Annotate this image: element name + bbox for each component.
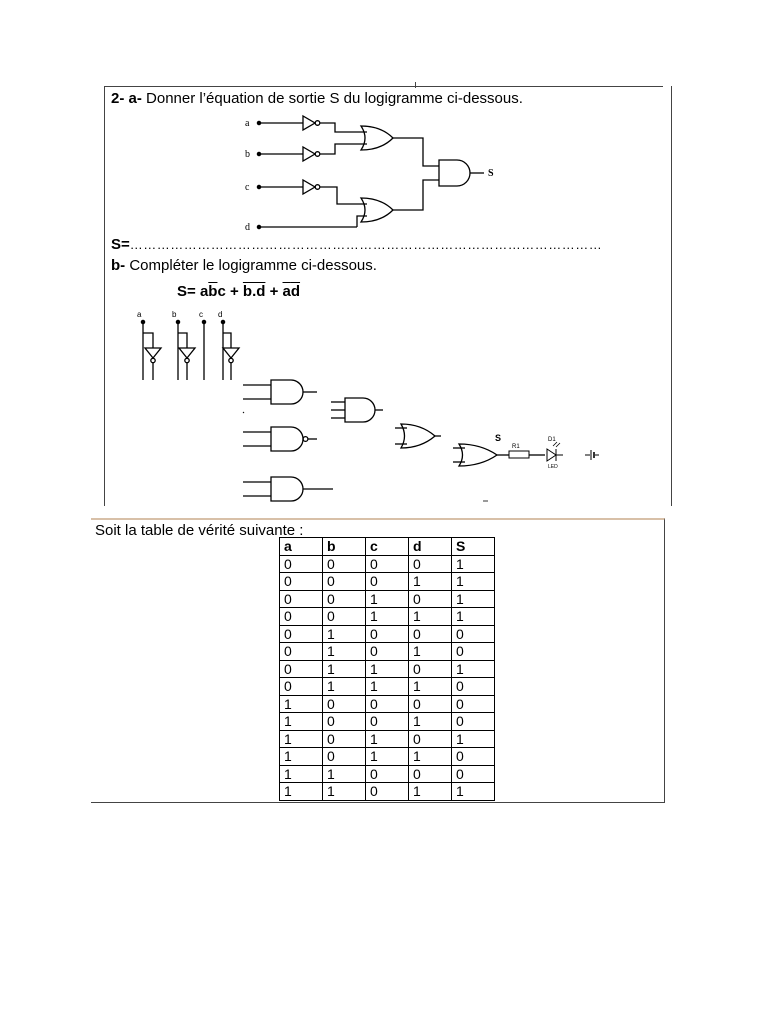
table-cell: 0 (452, 765, 495, 783)
table-cell: 1 (366, 730, 409, 748)
table-cell: 1 (366, 660, 409, 678)
table-cell: 1 (409, 608, 452, 626)
table-cell: 1 (452, 590, 495, 608)
table-cell: 0 (280, 660, 323, 678)
table-cell: 1 (452, 573, 495, 591)
table-cell: 1 (452, 783, 495, 801)
table-cell: 1 (366, 608, 409, 626)
eq-term2: b.d (242, 283, 266, 300)
and-gate-4 (271, 477, 303, 501)
table-cell: 1 (452, 608, 495, 626)
table-row (280, 695, 495, 713)
table-cell: 0 (366, 695, 409, 713)
table-cell: 1 (323, 678, 366, 696)
table-cell: 0 (323, 608, 366, 626)
output-label-s: S (488, 168, 494, 179)
table-cell: 0 (409, 590, 452, 608)
table-cell: 0 (452, 713, 495, 731)
eq-term3-a: $\overline{a}$ (282, 283, 291, 300)
or-gate-final (459, 444, 497, 466)
table-cell: 1 (280, 695, 323, 713)
resistor-symbol (509, 451, 529, 458)
table-cell: 0 (452, 695, 495, 713)
table-row (280, 555, 495, 573)
table-cell: 1 (409, 748, 452, 766)
table-cell: 1 (366, 678, 409, 696)
table-cell: 0 (323, 555, 366, 573)
table-cell: 1 (366, 590, 409, 608)
and-gate-3-input (345, 398, 375, 422)
diode-label: D1 (548, 437, 556, 443)
table-cell: 0 (409, 555, 452, 573)
table-cell: 0 (409, 695, 452, 713)
eq-term1-b: $\overline{b}$ (208, 283, 218, 300)
table-cell: 0 (323, 590, 366, 608)
not-gate-d-b (223, 348, 239, 358)
table-row (280, 625, 495, 643)
output-label-b-s: S (495, 433, 502, 443)
table-row (280, 783, 495, 801)
input-label-b-b: b (172, 310, 177, 319)
table-row (280, 643, 495, 661)
answer-dots: …………………………………………………………………………………………… (129, 237, 603, 252)
not-gate-a (303, 116, 315, 130)
input-label-b: b (245, 149, 250, 160)
table-cell: 1 (323, 783, 366, 801)
table-cell: 0 (366, 713, 409, 731)
table-cell: 0 (452, 678, 495, 696)
diode-sub-label: LED (548, 464, 558, 470)
input-label-b-c: c (199, 310, 203, 319)
table-cell: 0 (409, 765, 452, 783)
table-cell: 0 (452, 748, 495, 766)
table-cell: 1 (409, 713, 452, 731)
eq-term1-c: c (217, 283, 226, 300)
question-2a-number: 2- a- (111, 90, 142, 107)
or-gate-2 (361, 198, 393, 222)
truth-table (279, 537, 495, 801)
input-label-a: a (245, 118, 250, 129)
truth-table-header-row (280, 538, 495, 556)
not-gate-a-b (145, 348, 161, 358)
table-cell: 0 (366, 783, 409, 801)
and-gate-1 (271, 380, 303, 404)
table-row (280, 573, 495, 591)
table-cell: 0 (323, 695, 366, 713)
table-row (280, 765, 495, 783)
table-cell: 1 (323, 625, 366, 643)
equation (177, 283, 300, 300)
input-label-c: c (245, 182, 250, 193)
table-cell: 0 (323, 730, 366, 748)
and-gate-output (439, 160, 470, 186)
header-s: S (452, 538, 495, 556)
table-cell: 1 (323, 765, 366, 783)
table-cell: 0 (280, 678, 323, 696)
led-symbol (547, 449, 556, 461)
table-cell: 0 (323, 713, 366, 731)
table-cell: 0 (280, 643, 323, 661)
table-cell: 0 (452, 643, 495, 661)
eq-plus-1: + (225, 283, 243, 300)
question-2b-text: Compléter le logigramme ci-dessous. (129, 257, 377, 274)
question-2b-number: b- (111, 257, 126, 274)
answer-line (111, 236, 602, 253)
table-cell: 1 (280, 730, 323, 748)
eq-plus-2: + (265, 283, 283, 300)
question-2b (111, 257, 377, 274)
header-d: d (409, 538, 452, 556)
table-cell: 0 (366, 643, 409, 661)
table-cell: 0 (280, 573, 323, 591)
input-label-b-a: a (137, 310, 142, 319)
nand-gate (271, 427, 303, 451)
table-cell: 1 (280, 713, 323, 731)
table-cell: 1 (452, 730, 495, 748)
table-cell: 1 (409, 573, 452, 591)
table-cell: 1 (280, 748, 323, 766)
header-c: c (366, 538, 409, 556)
not-gate-b-b (179, 348, 195, 358)
table-cell: 0 (323, 573, 366, 591)
table-row (280, 748, 495, 766)
truth-table-title: Soit la table de vérité suivante : (95, 522, 304, 539)
table-row (280, 590, 495, 608)
table-cell: 1 (409, 678, 452, 696)
table-cell: 0 (409, 730, 452, 748)
not-gate-c (303, 180, 315, 194)
table-cell: 0 (366, 555, 409, 573)
exercise-panel (104, 86, 672, 506)
table-cell: 0 (280, 625, 323, 643)
eq-term1-a: a (199, 283, 209, 300)
table-cell: 0 (409, 660, 452, 678)
table-cell: 0 (409, 625, 452, 643)
header-a: a (280, 538, 323, 556)
table-cell: 1 (280, 765, 323, 783)
header-b: b (323, 538, 366, 556)
table-cell: 1 (409, 643, 452, 661)
table-cell: 0 (452, 625, 495, 643)
table-row (280, 678, 495, 696)
table-cell: 1 (409, 783, 452, 801)
table-row (280, 660, 495, 678)
table-cell: 1 (366, 748, 409, 766)
equation-prefix: S= (177, 283, 200, 300)
table-cell: 1 (452, 555, 495, 573)
table-cell: 1 (323, 643, 366, 661)
logigram-a (257, 116, 484, 229)
table-cell: 1 (323, 660, 366, 678)
table-cell: 0 (280, 555, 323, 573)
answer-label: S= (111, 236, 130, 253)
eq-term3-d: $\overline{d}$ (290, 283, 301, 300)
not-gate-b (303, 147, 315, 161)
table-cell: 0 (280, 590, 323, 608)
question-2a-text: Donner l’équation de sortie S du logigramme ci-dessous. (146, 90, 523, 107)
resistor-label: R1 (512, 444, 520, 450)
table-row (280, 608, 495, 626)
table-row (280, 713, 495, 731)
input-label-b-d: d (218, 310, 223, 319)
or-gate-1 (361, 126, 393, 150)
table-cell: 0 (323, 748, 366, 766)
table-cell: 1 (280, 783, 323, 801)
table-cell: 0 (366, 573, 409, 591)
table-cell: 0 (366, 625, 409, 643)
input-label-d: d (245, 222, 250, 233)
table-row (280, 730, 495, 748)
truth-table-panel (91, 518, 665, 803)
table-cell: 0 (280, 608, 323, 626)
logigram-b (141, 320, 599, 501)
table-cell: 0 (366, 765, 409, 783)
table-cell: 1 (452, 660, 495, 678)
